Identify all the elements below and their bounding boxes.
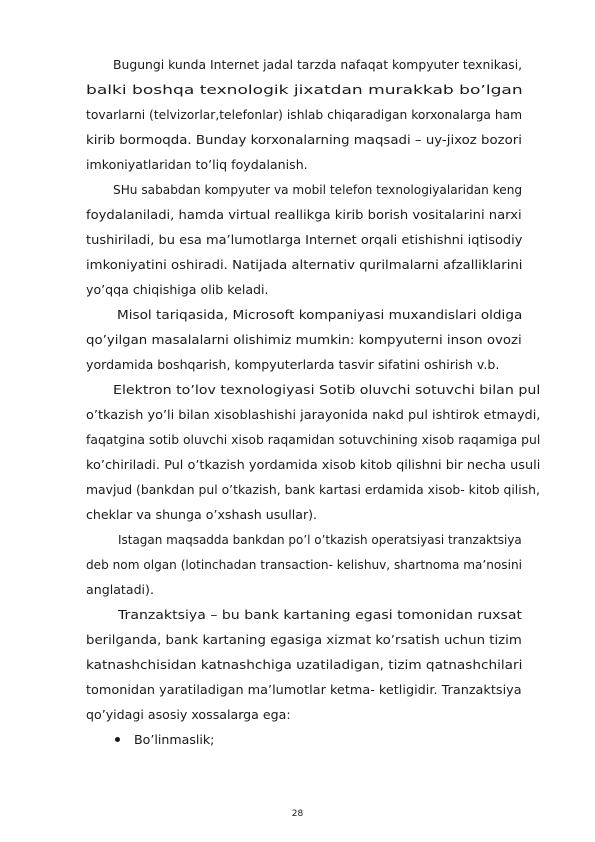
text-line: tovarlarni (telvizorlar,telefonlar) ishlab chiqaradigan korxonalarga ham [86, 107, 523, 122]
text-line: deb nom olgan (lotinchadan transaction- kelishuv, shartnoma ma’nosini [86, 557, 522, 572]
text-line: Istagan maqsadda bankdan po’l o’tkazish operatsiyasi tranzaktsiya [118, 532, 522, 547]
text-line: anglatadi). [86, 582, 154, 597]
text-line: katnashchisidan katnashchiga uzatiladigan, tizim qatnashchilari [86, 657, 523, 672]
text-line: kirib bormoqda. Bunday korxonalarning maqsadi – uy-jixoz bozori [86, 132, 522, 147]
text-line: imkoniyatlaridan to’liq foydalanish. [86, 157, 308, 172]
text-line: Misol tariqasida, Microsoft kompaniyasi muxandislari oldiga [117, 307, 523, 322]
text-line: berilganda, bank kartaning egasiga xizmat ko’rsatish uchun tizim [86, 632, 522, 647]
bullet-icon [115, 737, 120, 742]
text-line: ko’chiriladi. Pul o’tkazish yordamida xisob kitob qilishni bir necha usuli [86, 457, 541, 472]
text-line: Elektron to’lov texnologiyasi Sotib oluvchi sotuvchi bilan pul [113, 382, 541, 397]
text-line: Tranzaktsiya – bu bank kartaning egasi tomonidan ruxsat [118, 607, 523, 622]
text-line: mavjud (bankdan pul o’tkazish, bank kartasi erdamida xisob- kitob qilish, [86, 482, 540, 497]
text-line: faqatgina sotib oluvchi xisob raqamidan sotuvchining xisob raqamiga pul [86, 432, 541, 447]
text-line: tomonidan yaratiladigan ma’lumotlar ketma- ketligidir. Tranzaktsiya [86, 682, 522, 697]
text-line: SHu sababdan kompyuter va mobil telefon texnologiyalaridan keng [113, 182, 523, 197]
text-line: Bugungi kunda Internet jadal tarzda nafaqat kompyuter texnikasi, [113, 57, 523, 72]
text-line: cheklar va shunga o’xshash usullar). [86, 507, 318, 522]
text-line: qo’yilgan masalalarni olishimiz mumkin: kompyuterni inson ovozi [86, 332, 522, 347]
text-line: yo’qqa chiqishiga olib keladi. [86, 282, 269, 297]
page-number: 28 [291, 809, 304, 819]
text-line: tushiriladi, bu esa ma’lumotlarga Internet orqali etishishni iqtisodiy [86, 232, 523, 247]
text-line: qo’yidagi asosiy xossalarga ega: [86, 707, 291, 722]
text-line: imkoniyatini oshiradi. Natijada alternativ qurilmalarni afzalliklarini [86, 257, 523, 272]
text-line: foydalaniladi, hamda virtual reallikga kirib borish vositalarini narxi [86, 207, 522, 222]
text-line: yordamida boshqarish, kompyuterlarda tasvir sifatini oshirish v.b. [86, 357, 500, 372]
text-line: balki boshqa texnologik jixatdan murakkab bo’lgan [86, 82, 523, 97]
bullet-list-item: Bo’linmaslik; [134, 732, 215, 747]
text-line: o’tkazish yo’li bilan xisoblashishi jarayonida nakd pul ishtirok etmaydi, [86, 407, 541, 422]
